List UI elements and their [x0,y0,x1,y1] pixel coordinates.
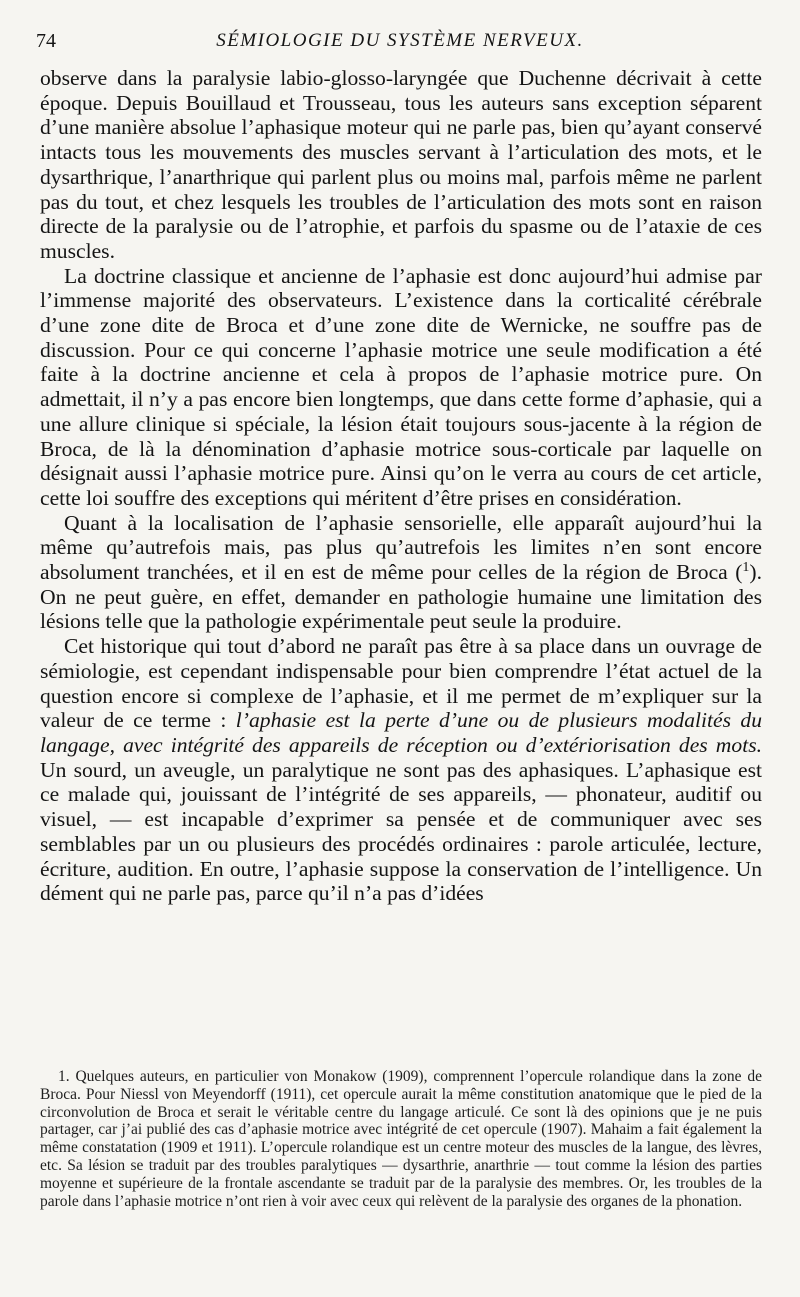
running-title: SÉMIOLOGIE DU SYSTÈME NERVEUX. [216,30,584,51]
footnote-reference: 1 [742,558,750,575]
paragraph-text: ). On ne peut guère, en effet, demander en pathologie humaine une limitation des lésions telle que la pathologie expérimentale peut seule la produire. [40,560,762,634]
aphasia-definition: l’aphasie est la perte d’une ou de plusieurs modalités du langage, avec intégrité des appareils de réception ou d’extériorisation des mots. [40,708,762,757]
paragraph-text: Un sourd, un aveugle, un paralytique ne sont pas des aphasiques. L’aphasique est ce malade qui, jouissant de l’intégrité de ses appareils, — phonateur, auditif ou visuel, — est incapable d’exprimer sa pensée et de communiquer avec ses semblables par un ou plusieurs des procédés ordinaires : parole articulée, lecture, écriture, audition. En outre, l’aphasie suppose la conservation de l’intelligence. Un dément qui ne parle pas, parce qu’il n’a pas d’idées [40,757,762,906]
paragraph-text: Quant à la localisation de l’aphasie sensorielle, elle apparaît aujourd’hui la même qu’autrefois mais, pas plus qu’autrefois les limites n’en sont encore absolument tranchées, et il en est de même pour celles de la région de Broca ( [40,510,762,585]
page-header [36,30,764,58]
paragraph-sensory-aphasia [40,511,762,635]
body-text [40,66,762,906]
paragraph-text: Cet historique qui tout d’abord ne paraît pas être à sa place dans un ouvrage de sémiologie, est cependant indispensable pour bien comprendre l’état actuel de la question encore si complexe de l’aphasie, et il me permet de m’expliquer sur la valeur de ce terme : [40,634,762,733]
paragraph-classical-doctrine: La doctrine classique et ancienne de l’aphasie est donc aujourd’hui admise par l’immense majorité des observateurs. L’existence dans la corticalité cérébrale d’une zone dite de Broca et d’une zone dite de Wernicke, ne souffre pas de discussion. Pour ce qui concerne l’aphasie motrice une seule modification a été faite à la doctrine ancienne et cela à propos de l’aphasie motrice pure. On admettait, il n’y a pas encore bien longtemps, que dans cette forme d’aphasie, qui a une allure clinique si spéciale, la lésion était toujours sous-jacente à la région de Broca, de là la dénomination d’aphasie motrice sous-corticale par laquelle on désignait aussi l’aphasie motrice pure. Ainsi qu’on le verra au cours de cet article, cette loi souffre des exceptions qui méritent d’être prises en considération. [40,263,762,510]
paragraph-continued: observe dans la paralysie labio-glosso-laryngée que Duchenne décrivait à cette époque. Depuis Bouillaud et Trousseau, tous les auteurs sans exception séparent d’une manière absolue l’aphasique moteur qui ne parle pas, bien qu’ayant conservé intacts tous les mouvements des muscles servant à l’articulation des mots, et le dysarthrique, l’anarthrique qui parlent plus ou moins mal, parfois même ne parlent pas du tout, et chez lesquels les troubles de l’articulation des mots sont en raison directe de la paralysie ou de l’atrophie, et parfois du spasme ou de l’ataxie de ces muscles. [40,66,762,263]
footnote: 1. Quelques auteurs, en particulier von Monakow (1909), comprennent l’opercule rolandique dans la zone de Broca. Pour Niessl von Meyendorff (1911), cet opercule aurait la même constitution anatomique que le pied de la circonvolution de Broca et serait le véritable centre du langage articulé. Ce sont là des opinions que je ne puis partager, car j’ai publié des cas d’aphasie motrice avec intégrité de cet opercule (1907). Mahaim a fait également la même constatation (1909 et 1911). L’opercule rolandique est un centre moteur des muscles de la langue, des lèvres, etc. Sa lésion se traduit par des troubles paralytiques — dysarthrie, anarthrie — tout comme la lésion des parties moyenne et supérieure de la frontale ascendante se traduit par de la paralysie des membres. Or, les troubles de la parole dans l’aphasie motrice n’ont rien à voir avec ceux qui relèvent de la paralysie des organes de la phonation. [40,1068,762,1210]
paragraph-definition [40,634,762,906]
page-number: 74 [36,30,56,52]
